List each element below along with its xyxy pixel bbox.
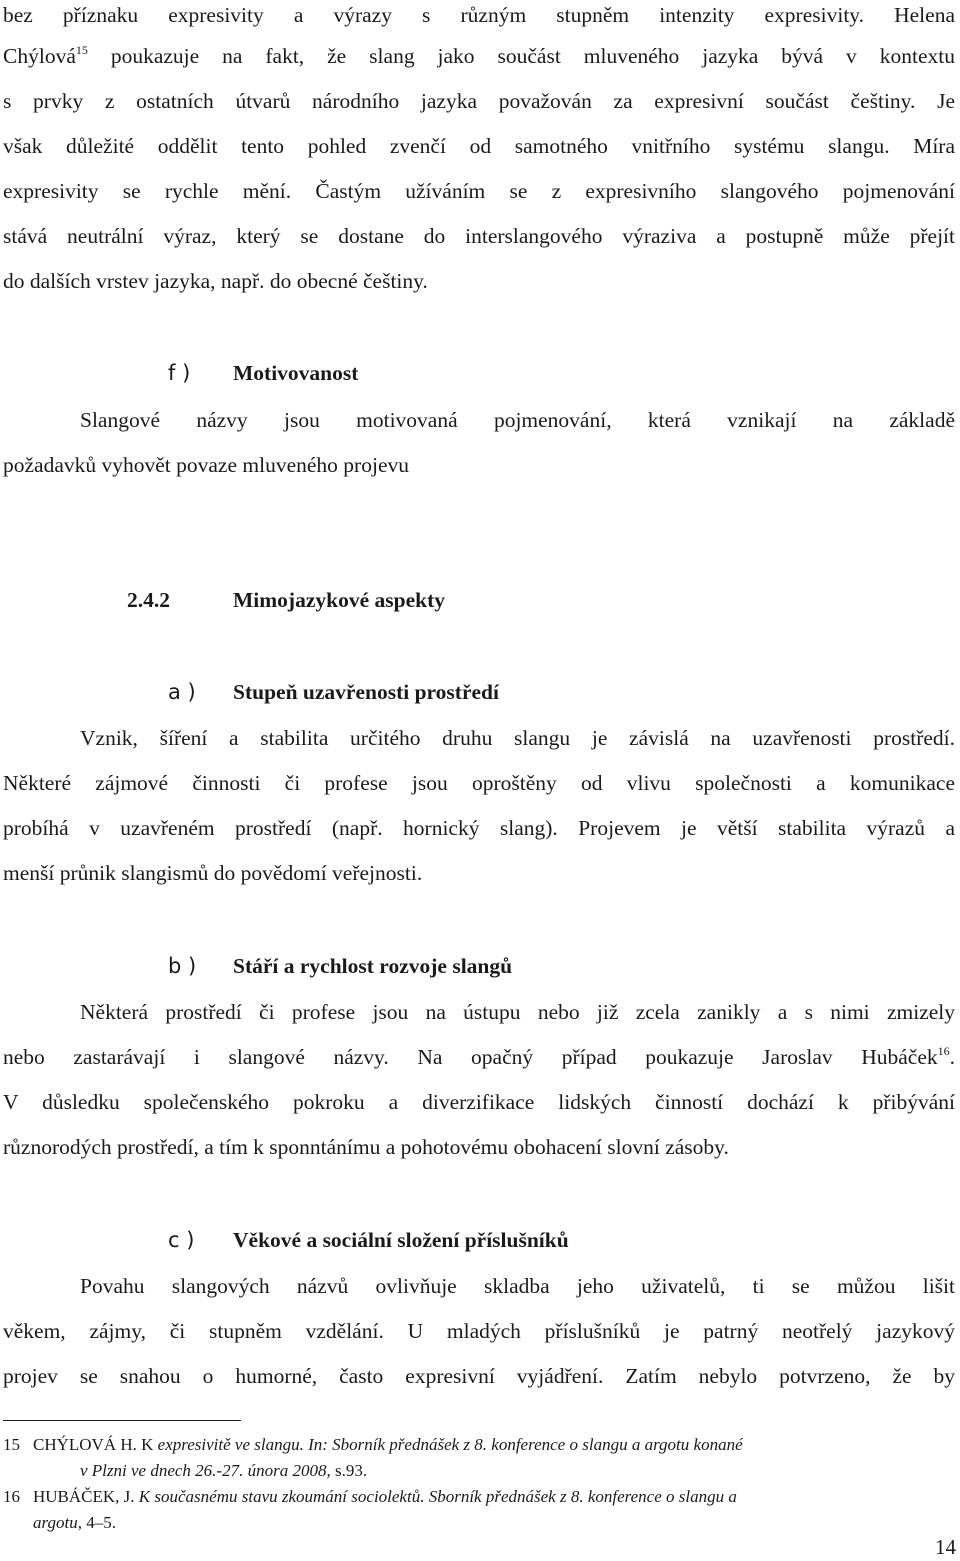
footnote-15-cont xyxy=(80,1460,367,1482)
footnote-ref-16[interactable]: 16 xyxy=(937,1044,950,1058)
section-number: 2.4.2 xyxy=(127,588,170,612)
paragraph-line: však důležité oddělit tento pohled zvenčí od samotného vnitřního systému slangu. Míra xyxy=(3,134,955,158)
paragraph-line: Slangové názvy jsou motivovaná pojmenování, která vznikají na základě xyxy=(80,408,955,432)
footnote-number-16: 16 xyxy=(3,1487,20,1506)
paragraph-line: V důsledku společenského pokroku a diverzifikace lidských činností dochází k přibývání xyxy=(3,1090,955,1114)
text-span: nebo zastarávají i slangové názvy. Na opačný případ poukazuje Jaroslav Hubáček xyxy=(3,1045,938,1069)
paragraph-line: s prvky z ostatních útvarů národního jazyka považován za expresivní součást češtiny. Je xyxy=(3,89,955,113)
footnote-16 xyxy=(33,1486,737,1508)
footnote-pages: 4–5. xyxy=(81,1513,116,1532)
footnote-15 xyxy=(33,1434,743,1456)
footnote-number-15: 15 xyxy=(3,1435,20,1454)
subsection-title-stari: Stáří a rychlost rozvoje slangů xyxy=(233,954,513,978)
paragraph-line: požadavků vyhovět povaze mluveného projevu xyxy=(3,453,409,477)
footnote-ref-15[interactable]: 15 xyxy=(75,43,88,57)
paragraph-line: věkem, zájmy, či stupněm vzdělání. U mladých příslušníků je patrný neotřelý jazykový xyxy=(3,1319,955,1343)
paragraph-line: Některá prostředí či profese jsou na ústupu nebo již zcela zanikly a s nimi zmizely xyxy=(80,1000,955,1024)
footnote-author: CHÝLOVÁ H. K xyxy=(33,1435,158,1454)
paragraph-line: do dalších vrstev jazyka, např. do obecné češtiny. xyxy=(3,269,428,293)
paragraph-line: stává neutrální výraz, který se dostane do interslangového výraziva a postupně může přejít xyxy=(3,224,955,248)
subsection-label-a: a ) xyxy=(168,680,196,704)
footnote-separator xyxy=(3,1420,241,1421)
paragraph-line: expresivity se rychle mění. Častým užíváním se z expresivního slangového pojmenování xyxy=(3,179,955,203)
footnote-title: v Plzni ve dnech 26.-27. února 2008, xyxy=(80,1461,331,1480)
paragraph-line xyxy=(3,41,955,71)
subsection-title-vekove: Věkové a sociální složení příslušníků xyxy=(233,1228,569,1252)
page-number: 14 xyxy=(935,1535,956,1559)
paragraph-line xyxy=(3,1042,955,1072)
footnote-title: expresivitě ve slangu. In: Sborník přednášek z 8. konference o slangu a argotu konané xyxy=(157,1435,743,1454)
section-title: Mimojazykové aspekty xyxy=(233,588,445,612)
footnote-author: HUBÁČEK, J. xyxy=(33,1487,139,1506)
subsection-label-b: b ) xyxy=(168,954,197,978)
subsection-title-motivovanost: Motivovanost xyxy=(233,361,359,385)
paragraph-line: Některé zájmové činnosti či profese jsou oproštěny od vlivu společnosti a komunikace xyxy=(3,771,955,795)
text-span: poukazuje na fakt, že slang jako součást mluveného jazyka bývá v kontextu xyxy=(87,44,955,68)
paragraph-line: menší průnik slangismů do povědomí veřejnosti. xyxy=(3,861,423,885)
paragraph-line: probíhá v uzavřeném prostředí (např. hornický slang). Projevem je větší stabilita výrazů a xyxy=(3,816,955,840)
text-span: . xyxy=(949,1045,955,1069)
paragraph-line: Povahu slangových názvů ovlivňuje skladba jeho uživatelů, ti se můžou lišit xyxy=(80,1274,955,1298)
footnote-pages: s.93. xyxy=(330,1461,368,1480)
footnote-title: K současnému stavu zkoumání sociolektů. Sborník přednášek z 8. konference o slangu a xyxy=(138,1487,737,1506)
subsection-label-f: f ) xyxy=(168,361,191,385)
paragraph-line: projev se snahou o humorné, často expresivní vyjádření. Zatím nebylo potvrzeno, že by xyxy=(3,1364,955,1388)
subsection-label-c: c ) xyxy=(168,1228,195,1252)
subsection-title-uzavrenost: Stupeň uzavřenosti prostředí xyxy=(233,680,499,704)
paragraph-line: Vznik, šíření a stabilita určitého druhu slangu je závislá na uzavřenosti prostředí. xyxy=(80,726,955,750)
paragraph-line: bez příznaku expresivity a výrazy s různým stupněm intenzity expresivity. Helena xyxy=(3,3,955,27)
footnote-16-cont xyxy=(33,1512,116,1534)
text-span: Chýlová xyxy=(3,44,76,68)
footnote-title: argotu, xyxy=(33,1513,82,1532)
paragraph-line: různorodých prostředí, a tím k sponntánímu a pohotovému obohacení slovní zásoby. xyxy=(3,1135,729,1159)
